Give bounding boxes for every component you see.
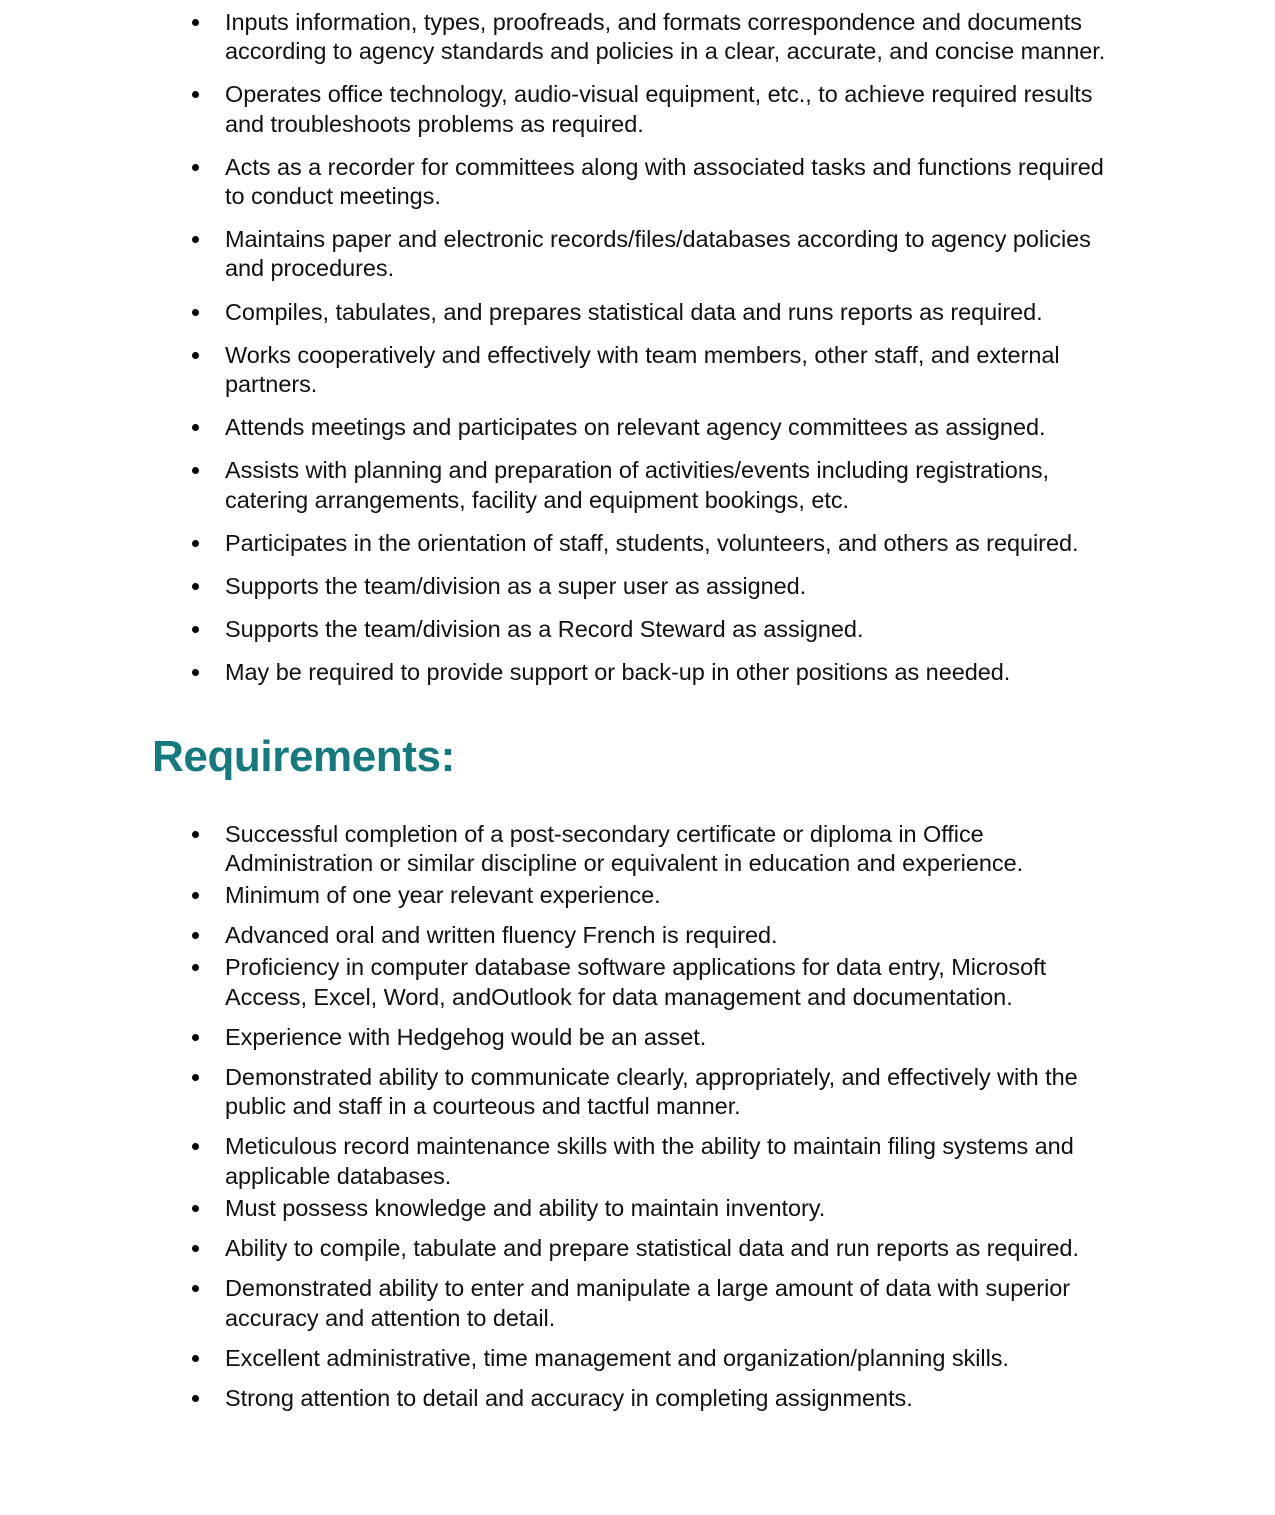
bullet-icon (192, 91, 199, 98)
bullet-icon (192, 1395, 199, 1402)
list-item-text: Meticulous record maintenance skills with the ability to maintain filing systems and applicable databases. (225, 1133, 1074, 1189)
bullet-icon (192, 1285, 199, 1292)
list-item-text: Compiles, tabulates, and prepares statistical data and runs reports as required. (225, 298, 1043, 325)
bullet-icon (192, 424, 199, 431)
list-item (152, 413, 1118, 442)
responsibilities-list (152, 8, 1118, 688)
bullet-icon (192, 309, 199, 316)
list-item-text: Advanced oral and written fluency French is required. (225, 922, 778, 949)
list-item-text: Strong attention to detail and accuracy in completing assignments. (225, 1384, 913, 1411)
bullet-icon (192, 831, 199, 838)
bullet-icon (192, 164, 199, 171)
bullet-icon (192, 1205, 199, 1212)
list-item-text: Works cooperatively and effectively with team members, other staff, and external partners. (225, 341, 1060, 398)
list-item-text: Excellent administrative, time management and organization/planning skills. (225, 1344, 1009, 1371)
list-item-text: Attends meetings and participates on relevant agency committees as assigned. (225, 414, 1046, 441)
requirements-section (152, 820, 1118, 1413)
bullet-icon (192, 932, 199, 939)
list-item (152, 153, 1118, 211)
bullet-icon (192, 669, 199, 676)
list-item (152, 820, 1118, 878)
list-item-text: Demonstrated ability to communicate clearly, appropriately, and effectively with the public and staff in a courteous and tactful manner. (225, 1064, 1078, 1120)
list-item (152, 615, 1118, 644)
bullet-icon (192, 540, 199, 547)
list-item-text: Inputs information, types, proofreads, and formats correspondence and documents according to agency standards and policies in a clear, accurate, and concise manner. (225, 9, 1106, 65)
bullet-icon (192, 19, 199, 26)
list-item-text: Supports the team/division as a super user as assigned. (225, 573, 807, 600)
list-item (152, 80, 1118, 138)
list-item-text: Must possess knowledge and ability to maintain inventory. (225, 1194, 826, 1221)
list-item-text: Ability to compile, tabulate and prepare statistical data and run reports as required. (225, 1235, 1079, 1262)
requirements-list (152, 820, 1118, 1413)
list-item (152, 1344, 1118, 1373)
list-item-text: Demonstrated ability to enter and manipulate a large amount of data with superior accuracy and attention to detail. (225, 1275, 1071, 1331)
bullet-icon (192, 1245, 199, 1252)
list-item (152, 953, 1118, 1011)
list-item-text: Operates office technology, audio-visual equipment, etc., to achieve required results and troubleshoots problems as required. (225, 81, 1093, 137)
list-item (152, 225, 1118, 283)
list-item (152, 8, 1118, 66)
bullet-icon (192, 964, 199, 971)
list-item (152, 298, 1118, 327)
list-item (152, 921, 1118, 950)
bullet-icon (192, 1034, 199, 1041)
responsibilities-section (152, 6, 1118, 688)
list-item (152, 1234, 1118, 1263)
bullet-icon (192, 583, 199, 590)
page-title: Requirements: (152, 731, 455, 781)
requirements-heading-block (152, 688, 1118, 820)
list-item-text: Minimum of one year relevant experience. (225, 882, 661, 909)
list-item-text: Acts as a recorder for committees along with associated tasks and functions required to conduct meetings. (225, 153, 1104, 210)
bullet-icon (192, 467, 199, 474)
bullet-icon (192, 352, 199, 359)
bullet-icon (192, 626, 199, 633)
list-item (152, 529, 1118, 558)
list-item (152, 1063, 1118, 1121)
list-item-text: Maintains paper and electronic records/files/databases according to agency policies and procedures. (225, 226, 1091, 282)
list-item-text: Experience with Hedgehog would be an asset. (225, 1023, 707, 1050)
list-item (152, 1274, 1118, 1332)
list-item-text: Participates in the orientation of staff, students, volunteers, and others as required. (225, 529, 1079, 556)
list-item-text: Assists with planning and preparation of activities/events including registrations, catering arrangements, facility and equipment bookings, etc. (225, 457, 1050, 513)
bullet-icon (192, 1355, 199, 1362)
list-item (152, 1384, 1118, 1413)
list-item (152, 456, 1118, 514)
list-item-text: Supports the team/division as a Record Steward as assigned. (225, 616, 864, 643)
bullet-icon (192, 236, 199, 243)
list-item (152, 341, 1118, 399)
bullet-icon (192, 892, 199, 899)
list-item (152, 658, 1118, 687)
list-item-text: May be required to provide support or back-up in other positions as needed. (225, 659, 1011, 686)
list-item (152, 1194, 1118, 1223)
list-item (152, 1023, 1118, 1052)
bullet-icon (192, 1143, 199, 1150)
list-item (152, 881, 1118, 910)
list-item (152, 572, 1118, 601)
list-item (152, 1132, 1118, 1190)
bullet-icon (192, 1074, 199, 1081)
list-item-text: Successful completion of a post-secondary certificate or diploma in Office Administration or similar discipline or equivalent in education and experience. (225, 820, 1024, 876)
list-item-text: Proficiency in computer database software applications for data entry, Microsoft Access, Excel, Word, andOutlook for data management and documentation. (225, 954, 1047, 1010)
